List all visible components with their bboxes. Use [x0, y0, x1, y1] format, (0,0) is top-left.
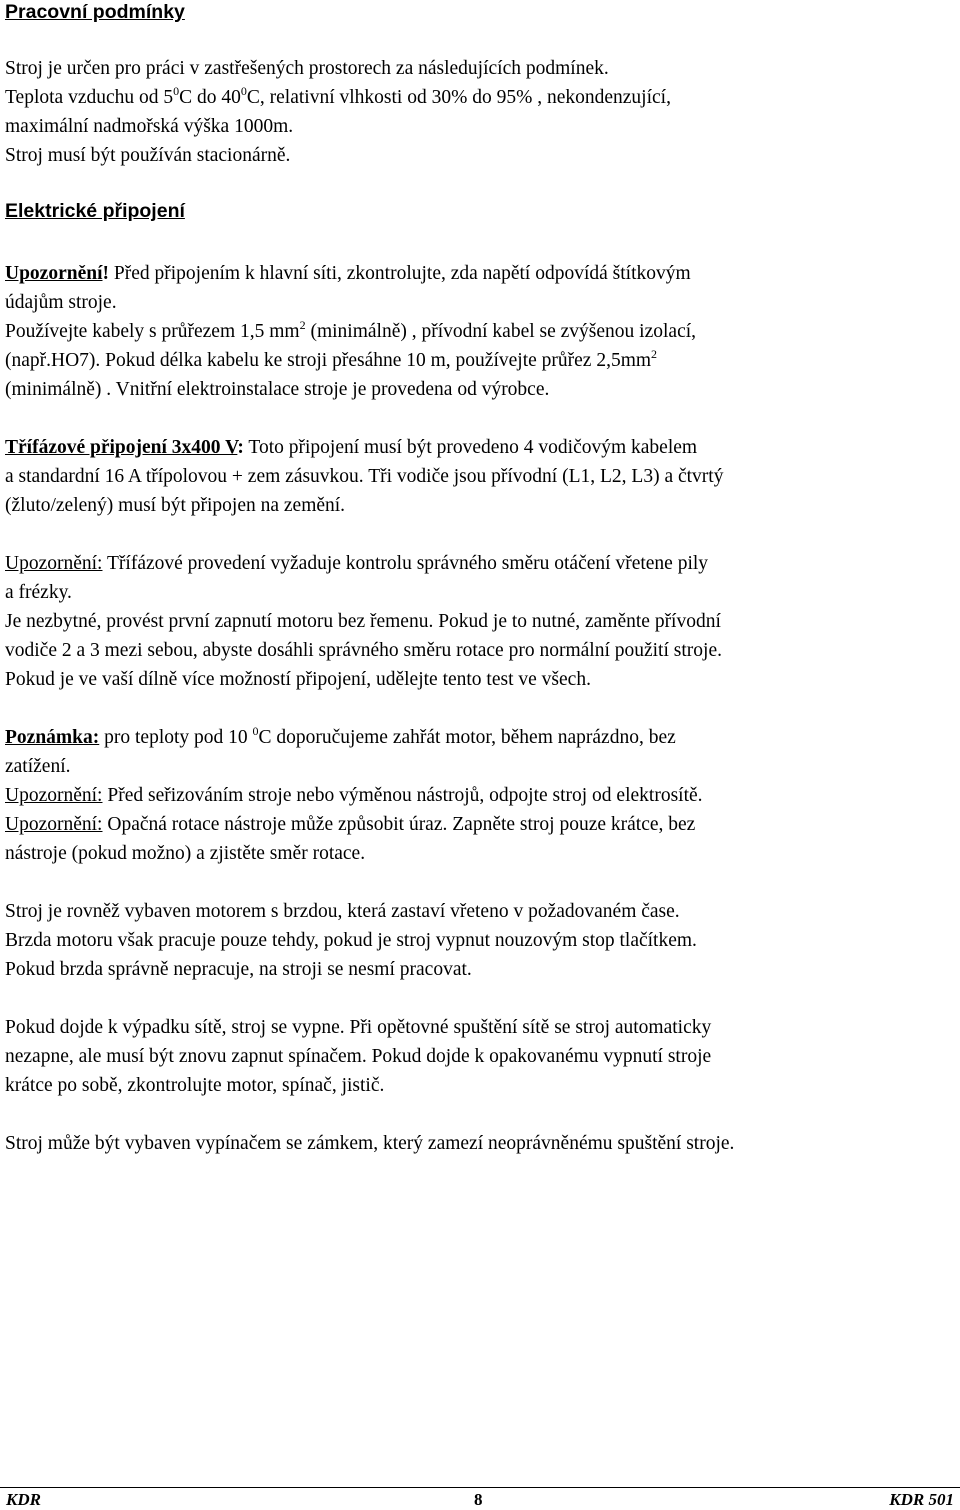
paragraph-line: nezapne, ale musí být znovu zapnut spínačem. Pokud dojde k opakovanému vypnutí stroje — [5, 1046, 712, 1067]
paragraph-line — [5, 552, 708, 576]
text-run: Opačná rotace nástroje může způsobit úraz. Zapněte stroj pouze krátce, bez — [102, 814, 696, 835]
paragraph-line: Stroj musí být používán stacionárně. — [5, 145, 291, 166]
paragraph-line: nástroje (pokud možno) a zjistěte směr rotace. — [5, 843, 366, 864]
text-run: Třífázové provedení vyžaduje kontrolu správného směru otáčení vřetene pily — [102, 553, 709, 574]
paragraph-line: maximální nadmořská výška 1000m. — [5, 116, 294, 137]
warning-label: Upozornění: — [5, 785, 103, 806]
warning-label: Upozornění: — [5, 553, 103, 574]
three-phase-label: Třífázové připojení 3x400 V — [5, 437, 238, 458]
text-run: C doporučujeme zahřát motor, během naprázdno, bez — [258, 727, 676, 748]
heading-electrical-connection: Elektrické připojení — [5, 200, 185, 222]
footer-model-left: KDR — [6, 1490, 41, 1509]
superscript: 2 — [651, 347, 658, 361]
paragraph-line: Pokud dojde k výpadku sítě, stroj se vypne. Při opětovné spuštění sítě se stroj automaticky — [5, 1017, 712, 1038]
text-run: (např.HO7). Pokud délka kabelu ke stroji přesáhne 10 m, používejte průřez 2,5mm — [5, 350, 652, 371]
text-run: Před seřizováním stroje nebo výměnou nástrojů, odpojte stroj od elektrosítě. — [102, 785, 703, 806]
paragraph-line: vodiče 2 a 3 mezi sebou, abyste dosáhli správného směru rotace pro normální použití stroje. — [5, 640, 722, 661]
paragraph-line: Stroj je určen pro práci v zastřešených prostorech za následujících podmínek. — [5, 58, 609, 79]
colon: : — [237, 437, 244, 458]
paragraph-line: Brzda motoru však pracuje pouze tehdy, pokud je stroj vypnut nouzovým stop tlačítkem. — [5, 930, 697, 951]
footer-rule — [0, 1487, 960, 1488]
paragraph-line — [5, 86, 671, 110]
text-run: Před připojením k hlavní síti, zkontrolujte, zda napětí odpovídá štítkovým — [109, 263, 691, 284]
paragraph-line — [5, 436, 697, 460]
paragraph-line: údajům stroje. — [5, 292, 117, 313]
footer-model-right: KDR 501 — [889, 1490, 954, 1509]
text-run: Teplota vzduchu od 5 — [5, 87, 174, 108]
paragraph-line — [5, 320, 696, 344]
text-run: (minimálně) , přívodní kabel se zvýšenou izolací, — [305, 321, 697, 342]
paragraph-line: Stroj může být vybaven vypínačem se zámkem, který zamezí neoprávněnému spuštění stroje. — [5, 1133, 735, 1154]
superscript: 0 — [240, 84, 247, 98]
page-number: 8 — [474, 1490, 483, 1509]
paragraph-line: Pokud brzda správně nepracuje, na stroji se nesmí pracovat. — [5, 959, 472, 980]
paragraph-line: a frézky. — [5, 582, 72, 603]
note-label: Poznámka: — [5, 727, 100, 748]
paragraph-line: (žluto/zelený) musí být připojen na zemění. — [5, 495, 346, 516]
paragraph-line — [5, 813, 695, 837]
text-run: Používejte kabely s průřezem 1,5 mm — [5, 321, 300, 342]
text-run: C, relativní vlhkosti od 30% do 95% , nekondenzující, — [246, 87, 671, 108]
paragraph-line — [5, 726, 676, 750]
text-run: C do 40 — [179, 87, 241, 108]
paragraph-line: a standardní 16 A třípolovou + zem zásuvkou. Tři vodiče jsou přívodní (L1, L2, L3) a čtvrtý — [5, 466, 724, 487]
text-run: pro teploty pod 10 — [99, 727, 253, 748]
superscript: 0 — [173, 84, 180, 98]
paragraph-line: zatížení. — [5, 756, 71, 777]
text-run: Toto připojení musí být provedeno 4 vodičovým kabelem — [243, 437, 698, 458]
exclamation-mark: ! — [102, 263, 109, 284]
paragraph-line: (minimálně) . Vnitřní elektroinstalace stroje je provedena od výrobce. — [5, 379, 550, 400]
superscript: 2 — [299, 318, 306, 332]
paragraph-line — [5, 784, 703, 808]
warning-label: Upozornění — [5, 263, 103, 284]
heading-working-conditions: Pracovní podmínky — [5, 1, 185, 23]
paragraph-line: Stroj je rovněž vybaven motorem s brzdou, která zastaví vřeteno v požadovaném čase. — [5, 901, 680, 922]
paragraph-line: Je nezbytné, provést první zapnutí motoru bez řemenu. Pokud je to nutné, zaměnte přívodní — [5, 611, 721, 632]
paragraph-line — [5, 262, 691, 286]
paragraph-line: krátce po sobě, zkontrolujte motor, spínač, jistič. — [5, 1075, 385, 1096]
paragraph-line: Pokud je ve vaší dílně více možností připojení, udělejte tento test ve všech. — [5, 669, 591, 690]
paragraph-line — [5, 349, 657, 373]
superscript: 0 — [252, 724, 259, 738]
warning-label: Upozornění: — [5, 814, 103, 835]
